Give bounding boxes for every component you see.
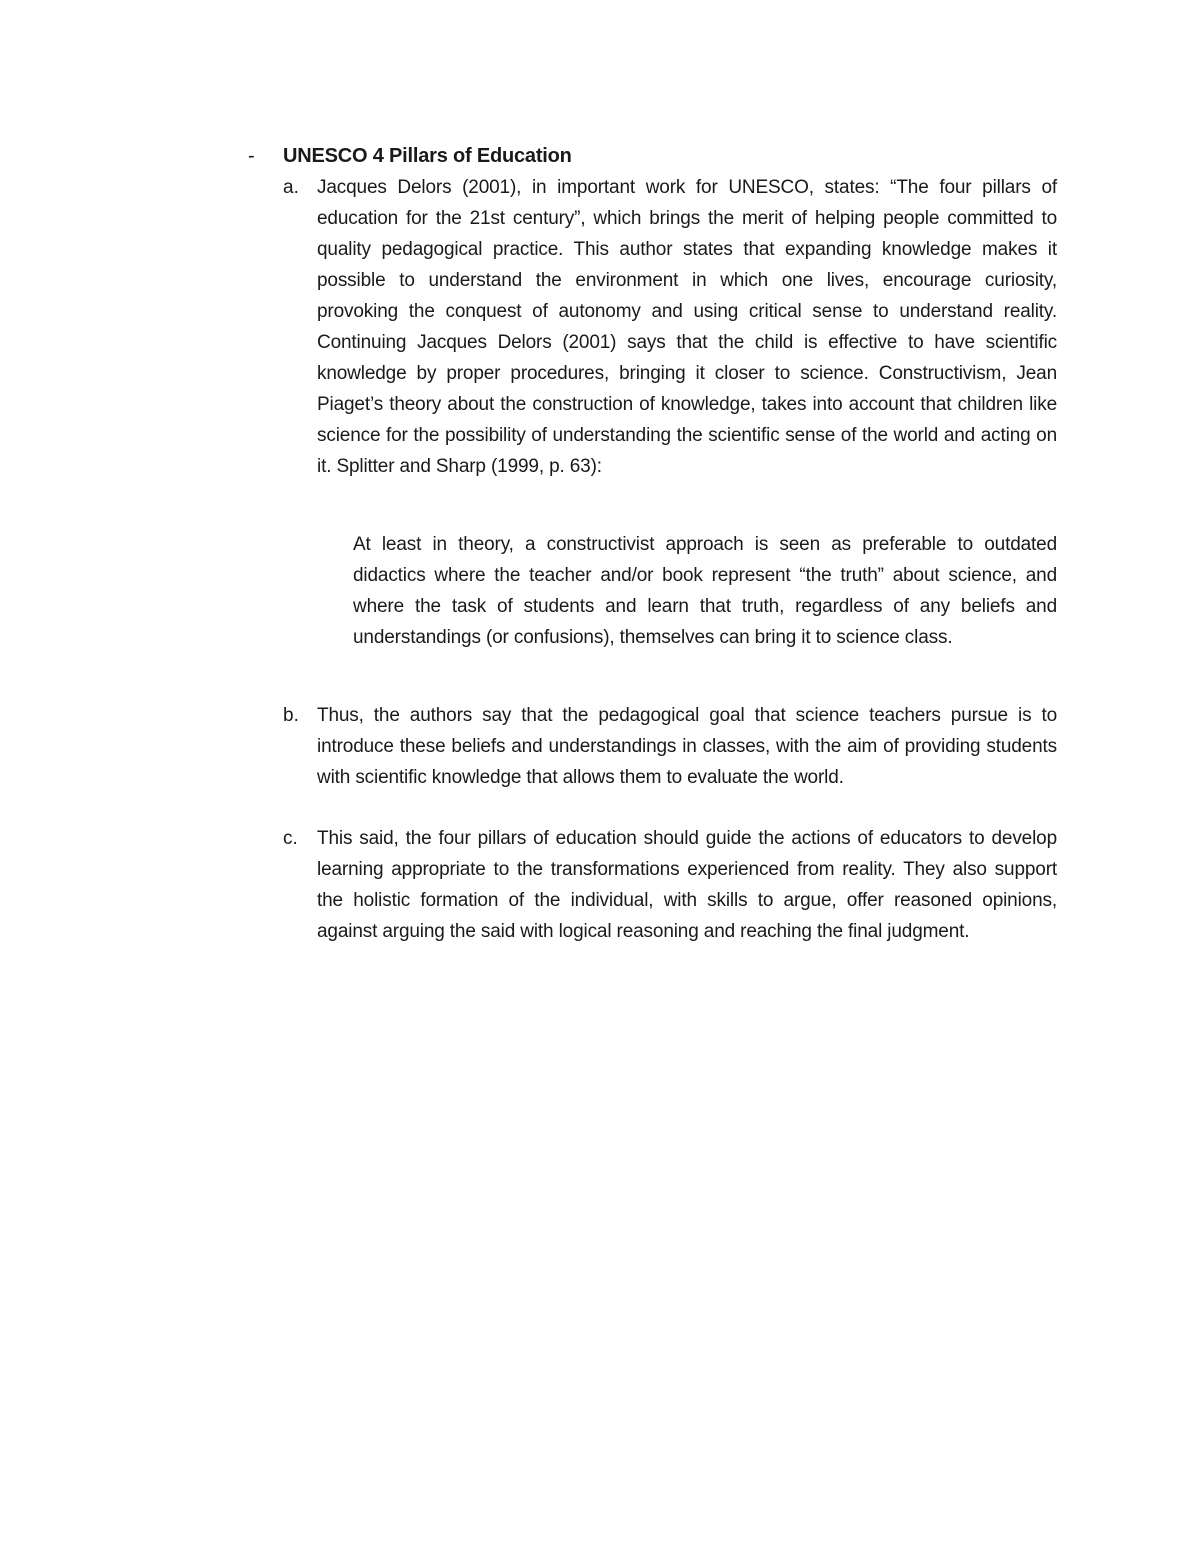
section-heading (248, 141, 1068, 173)
list-text-a: Jacques Delors (2001), in important work for UNESCO, states: “The four pillars of education for the 21st century”, which brings the merit of helping people committed to quality pedagogical practice. This author states that expanding knowledge makes it possible to understand the environment in which one lives, encourage curiosity, provoking the conquest of autonomy and using critical sense to understand reality. Continuing Jacques Delors (2001) says that the child is effective to have scientific knowledge by proper procedures, bringing it closer to science. Constructivism, Jean Piaget’s theory about the construction of knowledge, takes into account that children like science for the possibility of understanding the scientific sense of the world and acting on it. Splitter and Sharp (1999, p. 63): (317, 177, 1057, 477)
list-text-b: Thus, the authors say that the pedagogical goal that science teachers pursue is to introduce these beliefs and understandings in classes, with the aim of providing students with scientific knowledge that allows them to evaluate the world. (317, 705, 1057, 788)
heading-title: UNESCO 4 Pillars of Education (283, 145, 572, 167)
list-marker-c: c. (283, 828, 298, 849)
block-quote: At least in theory, a constructivist approach is seen as preferable to outdated didactics where the teacher and/or book represent “the truth” about science, and where the task of students and learn that truth, regardless of any beliefs and understandings (or confusions), themselves can bring it to science class. (353, 534, 1057, 648)
list-text-c: This said, the four pillars of education should guide the actions of educators to develop learning appropriate to the transformations experienced from reality. They also support the holistic formation of the individual, with skills to argue, offer reasoned opinions, against arguing the said with logical reasoning and reaching the final judgment. (317, 828, 1057, 942)
list-marker-a: a. (283, 177, 299, 198)
list-marker-b: b. (283, 705, 299, 726)
heading-bullet: - (248, 145, 255, 167)
